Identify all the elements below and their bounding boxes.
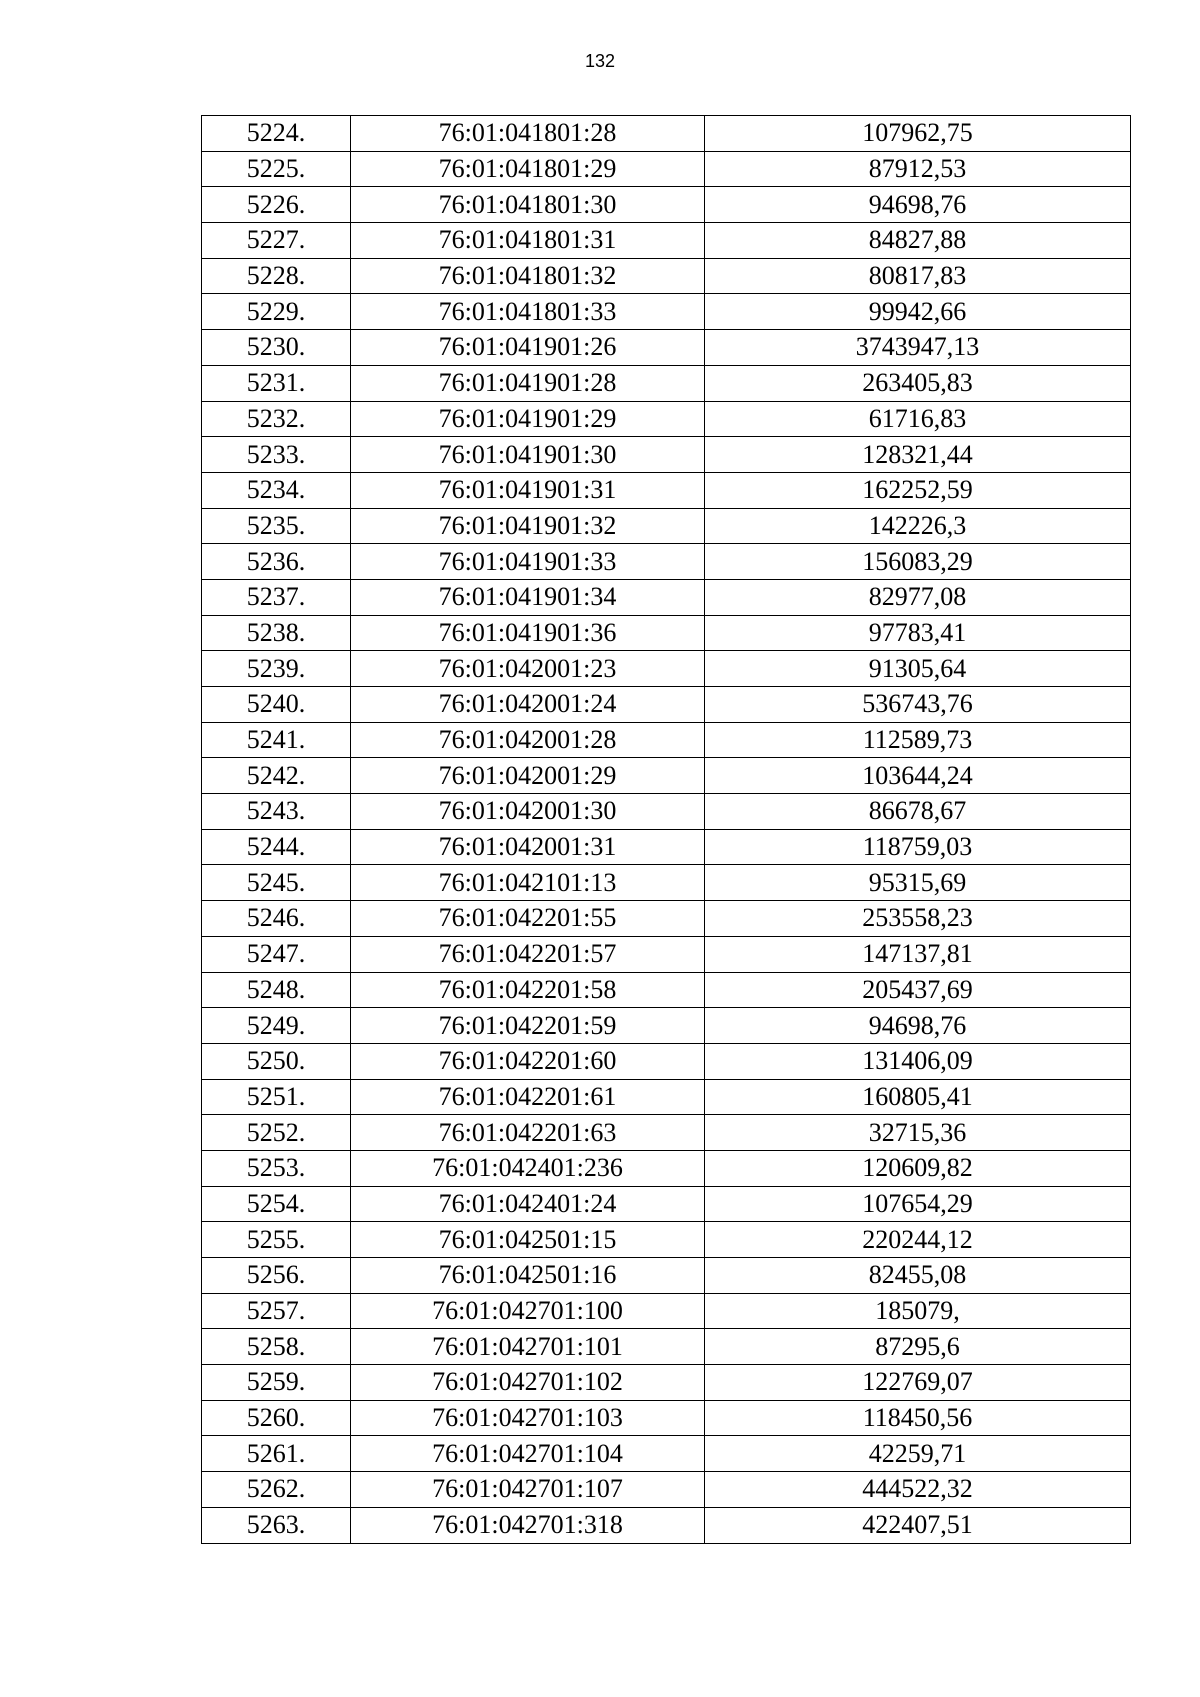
cadastral-number-cell: 76:01:042501:15 bbox=[351, 1222, 705, 1258]
cadastral-number-cell: 76:01:042001:24 bbox=[351, 687, 705, 723]
table-row bbox=[202, 365, 1131, 401]
row-number-cell: 5228. bbox=[202, 258, 351, 294]
row-number-cell: 5257. bbox=[202, 1293, 351, 1329]
cadastral-number-cell: 76:01:041901:31 bbox=[351, 472, 705, 508]
row-number-cell: 5244. bbox=[202, 829, 351, 865]
cadastral-value-cell: 162252,59 bbox=[705, 472, 1131, 508]
cadastral-value-cell: 147137,81 bbox=[705, 936, 1131, 972]
row-number-cell: 5241. bbox=[202, 722, 351, 758]
cadastral-number-cell: 76:01:042701:100 bbox=[351, 1293, 705, 1329]
table-row bbox=[202, 1258, 1131, 1294]
cadastral-number-cell: 76:01:042001:30 bbox=[351, 794, 705, 830]
cadastral-value-cell: 118759,03 bbox=[705, 829, 1131, 865]
cadastral-number-cell: 76:01:042701:318 bbox=[351, 1507, 705, 1543]
row-number-cell: 5248. bbox=[202, 972, 351, 1008]
cadastral-value-cell: 82455,08 bbox=[705, 1258, 1131, 1294]
cadastral-value-cell: 142226,3 bbox=[705, 508, 1131, 544]
cadastral-number-cell: 76:01:042001:31 bbox=[351, 829, 705, 865]
row-number-cell: 5250. bbox=[202, 1043, 351, 1079]
cadastral-value-cell: 220244,12 bbox=[705, 1222, 1131, 1258]
cadastral-value-cell: 42259,71 bbox=[705, 1436, 1131, 1472]
table-row bbox=[202, 1008, 1131, 1044]
cadastral-value-cell: 253558,23 bbox=[705, 901, 1131, 937]
row-number-cell: 5247. bbox=[202, 936, 351, 972]
cadastral-value-table bbox=[201, 115, 1131, 1544]
cadastral-value-cell: 122769,07 bbox=[705, 1365, 1131, 1401]
table-row bbox=[202, 1329, 1131, 1365]
row-number-cell: 5243. bbox=[202, 794, 351, 830]
cadastral-value-cell: 32715,36 bbox=[705, 1115, 1131, 1151]
table-row bbox=[202, 544, 1131, 580]
table-row bbox=[202, 330, 1131, 366]
cadastral-value-cell: 87295,6 bbox=[705, 1329, 1131, 1365]
cadastral-number-cell: 76:01:042701:102 bbox=[351, 1365, 705, 1401]
cadastral-value-cell: 107962,75 bbox=[705, 116, 1131, 152]
table-body bbox=[202, 116, 1131, 1544]
row-number-cell: 5233. bbox=[202, 437, 351, 473]
row-number-cell: 5239. bbox=[202, 651, 351, 687]
cadastral-number-cell: 76:01:042201:55 bbox=[351, 901, 705, 937]
cadastral-number-cell: 76:01:041901:36 bbox=[351, 615, 705, 651]
row-number-cell: 5245. bbox=[202, 865, 351, 901]
cadastral-number-cell: 76:01:042701:107 bbox=[351, 1472, 705, 1508]
cadastral-number-cell: 76:01:041801:32 bbox=[351, 258, 705, 294]
cadastral-number-cell: 76:01:041801:28 bbox=[351, 116, 705, 152]
table-row bbox=[202, 901, 1131, 937]
table-row bbox=[202, 437, 1131, 473]
row-number-cell: 5230. bbox=[202, 330, 351, 366]
table-row bbox=[202, 508, 1131, 544]
cadastral-number-cell: 76:01:041901:34 bbox=[351, 579, 705, 615]
table-row bbox=[202, 972, 1131, 1008]
row-number-cell: 5226. bbox=[202, 187, 351, 223]
row-number-cell: 5249. bbox=[202, 1008, 351, 1044]
page-number: 132 bbox=[584, 51, 616, 71]
cadastral-number-cell: 76:01:041801:31 bbox=[351, 223, 705, 259]
row-number-cell: 5242. bbox=[202, 758, 351, 794]
cadastral-number-cell: 76:01:041901:30 bbox=[351, 437, 705, 473]
cadastral-number-cell: 76:01:042001:23 bbox=[351, 651, 705, 687]
cadastral-value-cell: 160805,41 bbox=[705, 1079, 1131, 1115]
table-row bbox=[202, 401, 1131, 437]
row-number-cell: 5240. bbox=[202, 687, 351, 723]
cadastral-number-cell: 76:01:041901:29 bbox=[351, 401, 705, 437]
cadastral-number-cell: 76:01:042501:16 bbox=[351, 1258, 705, 1294]
cadastral-number-cell: 76:01:041901:32 bbox=[351, 508, 705, 544]
row-number-cell: 5227. bbox=[202, 223, 351, 259]
table-row bbox=[202, 1436, 1131, 1472]
cadastral-number-cell: 76:01:042401:24 bbox=[351, 1186, 705, 1222]
row-number-cell: 5262. bbox=[202, 1472, 351, 1508]
cadastral-number-cell: 76:01:042201:59 bbox=[351, 1008, 705, 1044]
row-number-cell: 5252. bbox=[202, 1115, 351, 1151]
row-number-cell: 5256. bbox=[202, 1258, 351, 1294]
cadastral-value-cell: 156083,29 bbox=[705, 544, 1131, 580]
row-number-cell: 5234. bbox=[202, 472, 351, 508]
cadastral-value-cell: 86678,67 bbox=[705, 794, 1131, 830]
table-row bbox=[202, 1365, 1131, 1401]
table-row bbox=[202, 579, 1131, 615]
cadastral-value-cell: 80817,83 bbox=[705, 258, 1131, 294]
table-row bbox=[202, 1079, 1131, 1115]
cadastral-value-cell: 120609,82 bbox=[705, 1150, 1131, 1186]
cadastral-value-cell: 536743,76 bbox=[705, 687, 1131, 723]
cadastral-value-cell: 118450,56 bbox=[705, 1400, 1131, 1436]
table-row bbox=[202, 1186, 1131, 1222]
cadastral-number-cell: 76:01:041801:30 bbox=[351, 187, 705, 223]
cadastral-number-cell: 76:01:041901:26 bbox=[351, 330, 705, 366]
row-number-cell: 5263. bbox=[202, 1507, 351, 1543]
table-row bbox=[202, 1222, 1131, 1258]
cadastral-number-cell: 76:01:042701:103 bbox=[351, 1400, 705, 1436]
table-row bbox=[202, 294, 1131, 330]
table-row bbox=[202, 1293, 1131, 1329]
table-row bbox=[202, 1150, 1131, 1186]
cadastral-value-cell: 185079, bbox=[705, 1293, 1131, 1329]
table-row bbox=[202, 223, 1131, 259]
table-row bbox=[202, 472, 1131, 508]
table-row bbox=[202, 829, 1131, 865]
table-row bbox=[202, 615, 1131, 651]
cadastral-number-cell: 76:01:041901:33 bbox=[351, 544, 705, 580]
row-number-cell: 5246. bbox=[202, 901, 351, 937]
cadastral-number-cell: 76:01:042001:29 bbox=[351, 758, 705, 794]
row-number-cell: 5255. bbox=[202, 1222, 351, 1258]
cadastral-number-cell: 76:01:041901:28 bbox=[351, 365, 705, 401]
table-row bbox=[202, 794, 1131, 830]
cadastral-value-cell: 3743947,13 bbox=[705, 330, 1131, 366]
table-row bbox=[202, 1507, 1131, 1543]
cadastral-value-cell: 97783,41 bbox=[705, 615, 1131, 651]
table-row bbox=[202, 187, 1131, 223]
cadastral-number-cell: 76:01:042701:104 bbox=[351, 1436, 705, 1472]
row-number-cell: 5236. bbox=[202, 544, 351, 580]
row-number-cell: 5260. bbox=[202, 1400, 351, 1436]
table-row bbox=[202, 1400, 1131, 1436]
cadastral-value-cell: 112589,73 bbox=[705, 722, 1131, 758]
table-row bbox=[202, 1115, 1131, 1151]
row-number-cell: 5253. bbox=[202, 1150, 351, 1186]
row-number-cell: 5225. bbox=[202, 151, 351, 187]
cadastral-number-cell: 76:01:042701:101 bbox=[351, 1329, 705, 1365]
cadastral-value-cell: 84827,88 bbox=[705, 223, 1131, 259]
row-number-cell: 5258. bbox=[202, 1329, 351, 1365]
table-row bbox=[202, 151, 1131, 187]
row-number-cell: 5238. bbox=[202, 615, 351, 651]
table-row bbox=[202, 1043, 1131, 1079]
cadastral-value-cell: 94698,76 bbox=[705, 187, 1131, 223]
cadastral-value-cell: 131406,09 bbox=[705, 1043, 1131, 1079]
cadastral-value-cell: 99942,66 bbox=[705, 294, 1131, 330]
table-row bbox=[202, 651, 1131, 687]
cadastral-value-cell: 61716,83 bbox=[705, 401, 1131, 437]
row-number-cell: 5229. bbox=[202, 294, 351, 330]
table-row bbox=[202, 687, 1131, 723]
row-number-cell: 5261. bbox=[202, 1436, 351, 1472]
cadastral-value-cell: 103644,24 bbox=[705, 758, 1131, 794]
table-row bbox=[202, 1472, 1131, 1508]
row-number-cell: 5235. bbox=[202, 508, 351, 544]
row-number-cell: 5231. bbox=[202, 365, 351, 401]
cadastral-number-cell: 76:01:041801:33 bbox=[351, 294, 705, 330]
row-number-cell: 5254. bbox=[202, 1186, 351, 1222]
cadastral-number-cell: 76:01:042201:61 bbox=[351, 1079, 705, 1115]
cadastral-number-cell: 76:01:042201:60 bbox=[351, 1043, 705, 1079]
cadastral-number-cell: 76:01:042001:28 bbox=[351, 722, 705, 758]
table-row bbox=[202, 722, 1131, 758]
cadastral-number-cell: 76:01:042201:63 bbox=[351, 1115, 705, 1151]
table-row bbox=[202, 758, 1131, 794]
cadastral-value-cell: 128321,44 bbox=[705, 437, 1131, 473]
cadastral-value-cell: 205437,69 bbox=[705, 972, 1131, 1008]
cadastral-value-cell: 263405,83 bbox=[705, 365, 1131, 401]
cadastral-value-cell: 95315,69 bbox=[705, 865, 1131, 901]
row-number-cell: 5224. bbox=[202, 116, 351, 152]
cadastral-value-cell: 107654,29 bbox=[705, 1186, 1131, 1222]
table-row bbox=[202, 936, 1131, 972]
cadastral-number-cell: 76:01:042101:13 bbox=[351, 865, 705, 901]
row-number-cell: 5251. bbox=[202, 1079, 351, 1115]
row-number-cell: 5237. bbox=[202, 579, 351, 615]
row-number-cell: 5259. bbox=[202, 1365, 351, 1401]
cadastral-value-cell: 422407,51 bbox=[705, 1507, 1131, 1543]
cadastral-number-cell: 76:01:042201:58 bbox=[351, 972, 705, 1008]
cadastral-number-cell: 76:01:042401:236 bbox=[351, 1150, 705, 1186]
table-row bbox=[202, 865, 1131, 901]
cadastral-number-cell: 76:01:042201:57 bbox=[351, 936, 705, 972]
table-row bbox=[202, 116, 1131, 152]
cadastral-value-cell: 94698,76 bbox=[705, 1008, 1131, 1044]
cadastral-value-cell: 444522,32 bbox=[705, 1472, 1131, 1508]
cadastral-value-cell: 82977,08 bbox=[705, 579, 1131, 615]
cadastral-number-cell: 76:01:041801:29 bbox=[351, 151, 705, 187]
cadastral-value-cell: 91305,64 bbox=[705, 651, 1131, 687]
row-number-cell: 5232. bbox=[202, 401, 351, 437]
cadastral-value-cell: 87912,53 bbox=[705, 151, 1131, 187]
table-row bbox=[202, 258, 1131, 294]
